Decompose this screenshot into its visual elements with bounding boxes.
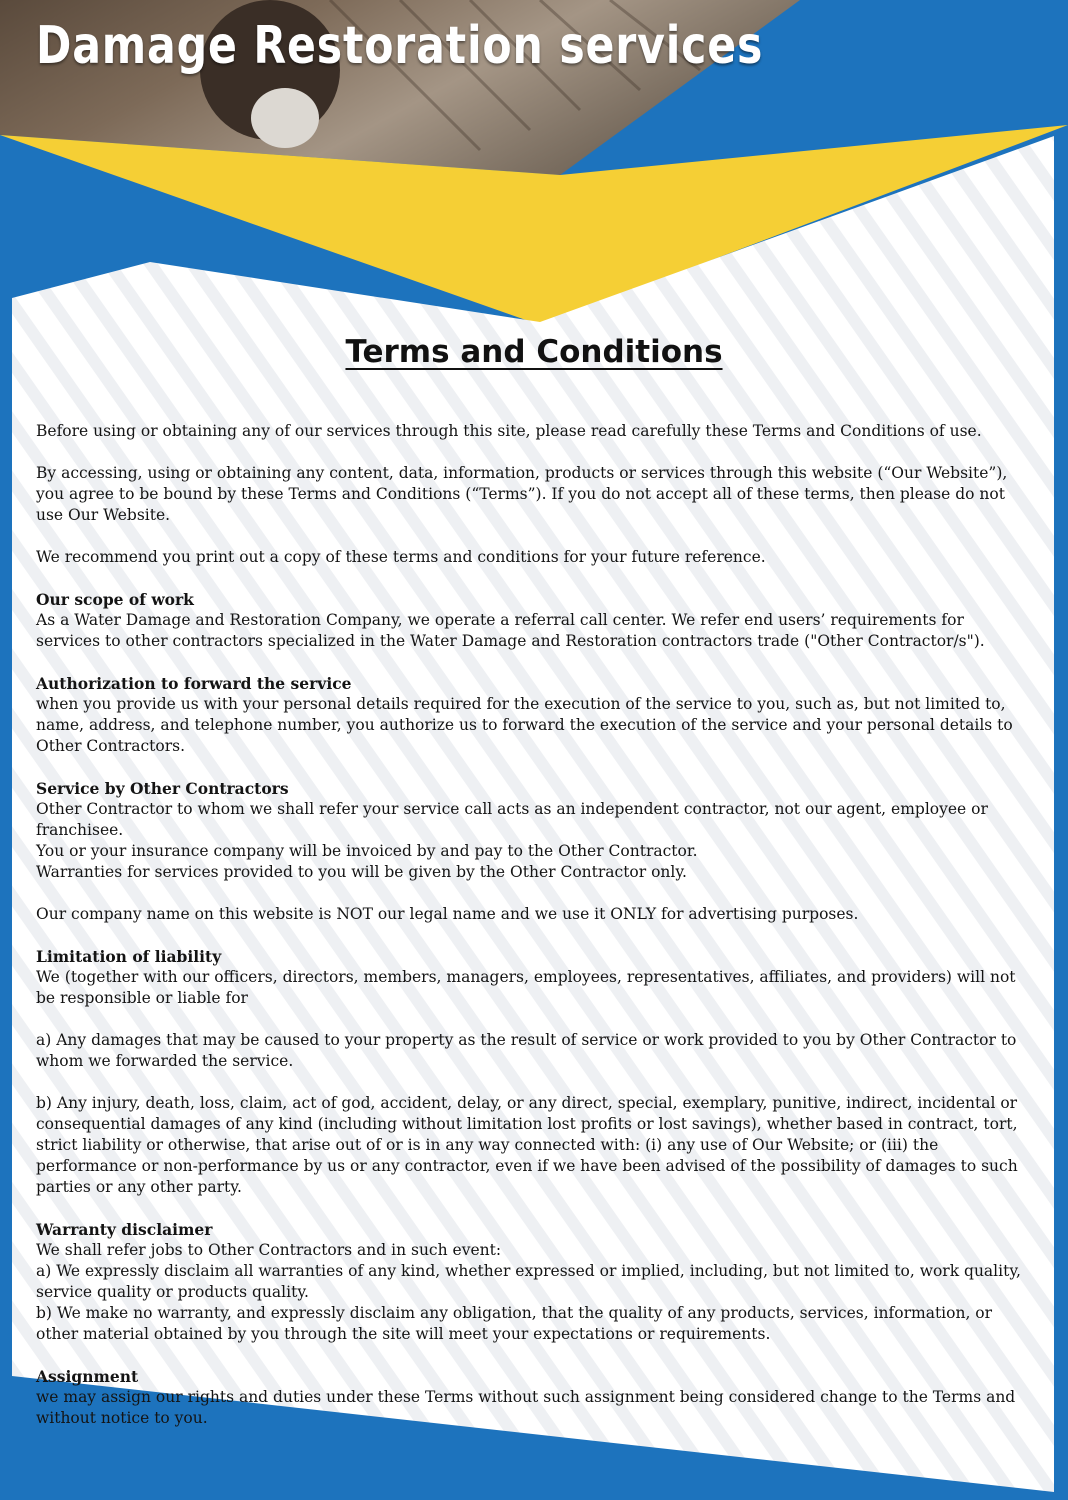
- brand-title: Damage Restoration services: [36, 16, 764, 76]
- section-text: We (together with our officers, directors, members, managers, employees, representatives, affiliates, and providers) will not be responsible or liable for: [36, 968, 1016, 1007]
- section-line: We shall refer jobs to Other Contractors and in such event:: [36, 1241, 502, 1259]
- section-scope: [36, 589, 1028, 652]
- section-liability: [36, 946, 1028, 1009]
- company-name-note: Our company name on this website is NOT our legal name and we use it ONLY for advertising purposes.: [36, 905, 859, 923]
- intro-paragraph-3: We recommend you print out a copy of these terms and conditions for your future reference.: [36, 548, 766, 566]
- liability-item-a: a) Any damages that may be caused to your property as the result of service or work provided to you by Other Contractor to whom we forwarded the service.: [36, 1031, 1017, 1070]
- document-title: Terms and Conditions: [345, 334, 723, 370]
- section-line: Warranties for services provided to you will be given by the Other Contractor only.: [36, 863, 687, 881]
- section-title: Authorization to forward the service: [36, 674, 352, 693]
- section-warranty: [36, 1219, 1028, 1345]
- section-title: Warranty disclaimer: [36, 1220, 213, 1239]
- section-assignment: [36, 1366, 1028, 1429]
- intro-paragraph-2: By accessing, using or obtaining any content, data, information, products or services through this website (“Our Website”), you agree to be bound by these Terms and Conditions (“Terms”). If you do not accept all of these terms, then please do not use Our Website.: [36, 464, 1008, 524]
- section-title: Our scope of work: [36, 590, 194, 609]
- section-service: [36, 778, 1028, 883]
- section-line: You or your insurance company will be invoiced by and pay to the Other Contractor.: [36, 842, 698, 860]
- section-text: when you provide us with your personal details required for the execution of the service to you, such as, but not limited to, name, address, and telephone number, you authorize us to forward the execution of the service and your personal details to Other Contractors.: [36, 695, 1013, 755]
- section-title: Service by Other Contractors: [36, 779, 289, 798]
- section-line: Other Contractor to whom we shall refer your service call acts as an independent contractor, not our agent, employee or franchisee.: [36, 800, 988, 839]
- section-text: we may assign our rights and duties under these Terms without such assignment being considered change to the Terms and without notice to you.: [36, 1388, 1016, 1427]
- terms-content: [36, 421, 1028, 1450]
- section-authorization: [36, 673, 1028, 757]
- intro-paragraph-1: Before using or obtaining any of our services through this site, please read carefully these Terms and Conditions of use.: [36, 422, 982, 440]
- section-line: a) We expressly disclaim all warranties of any kind, whether expressed or implied, including, but not limited to, work quality, service quality or products quality.: [36, 1262, 1021, 1301]
- section-text: As a Water Damage and Restoration Company, we operate a referral call center. We refer end users’ requirements for services to other contractors specialized in the Water Damage and Restoration contractors trade ("Other Contractor/s").: [36, 611, 985, 650]
- section-title: Assignment: [36, 1367, 139, 1386]
- section-line: b) We make no warranty, and expressly disclaim any obligation, that the quality of any products, services, information, or other material obtained by you through the site will meet your expectations or requirements.: [36, 1304, 993, 1343]
- liability-item-b: b) Any injury, death, loss, claim, act of god, accident, delay, or any direct, special, exemplary, punitive, indirect, incidental or consequential damages of any kind (including without limitation lost profits or lost savings), whether based in contract, tort, strict liability or otherwise, that arise out of or is in any way connected with: (i) any use of Our Website; or (iii) the performance or non-performance by us or any contractor, even if we have been advised of the possibility of damages to such parties or any other party.: [36, 1094, 1018, 1196]
- respirator-mask: [251, 88, 319, 148]
- section-title: Limitation of liability: [36, 947, 222, 966]
